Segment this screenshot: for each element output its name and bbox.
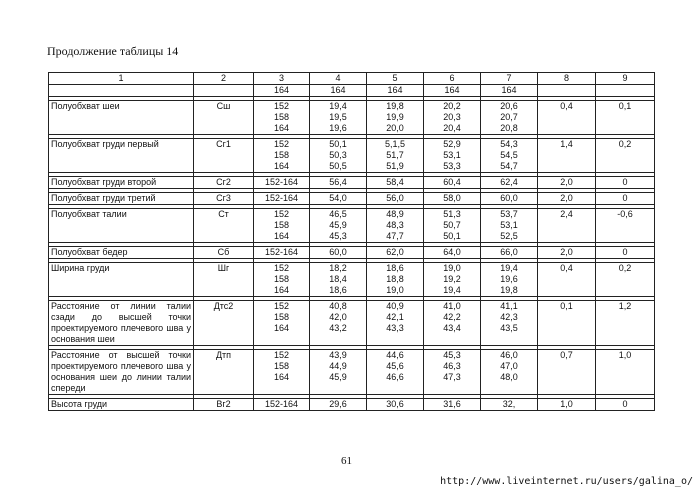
subheader-cell: 164 <box>367 85 424 97</box>
table-row <box>49 209 655 243</box>
height-group <box>254 177 310 189</box>
col4-value: 50,5 <box>329 161 347 171</box>
col5-value: 46,6 <box>386 372 404 382</box>
col4-value: 19,4 <box>329 101 347 111</box>
col6-value: 53,1 <box>443 150 461 160</box>
measurement-name: Расстояние от высшей точки проектируемого плечевого шва у основания шеи до линии талии спереди <box>49 350 194 395</box>
col6 <box>424 350 481 395</box>
col7 <box>481 263 538 297</box>
col4-value: 42,0 <box>329 312 347 322</box>
col6 <box>424 193 481 205</box>
measurement-name: Высота груди <box>49 399 194 411</box>
col4-value: 43,2 <box>329 323 347 333</box>
height-group <box>254 193 310 205</box>
header-cell: 9 <box>596 73 655 85</box>
col4 <box>310 177 367 189</box>
subheader-cell: 164 <box>310 85 367 97</box>
col8-value: 2,4 <box>538 209 596 243</box>
col8-value: 2,0 <box>538 247 596 259</box>
height-group-value: 158 <box>273 361 290 371</box>
table-row <box>49 101 655 135</box>
col6 <box>424 177 481 189</box>
height-group-value: 164 <box>273 161 290 171</box>
height-group-value: 164 <box>273 285 290 295</box>
col7-value: 53,1 <box>500 220 518 230</box>
header-cell: 2 <box>194 73 254 85</box>
measurement-symbol: Сг2 <box>194 177 254 189</box>
col6-value: 51,3 <box>443 209 461 219</box>
height-group <box>254 101 310 135</box>
height-group-value: 158 <box>273 312 290 322</box>
col5 <box>367 101 424 135</box>
measurement-name: Полуобхват груди третий <box>49 193 194 205</box>
table-row <box>49 193 655 205</box>
col5-value: 19,8 <box>386 101 404 111</box>
col7-value: 54,3 <box>500 139 518 149</box>
measurement-name: Полуобхват талии <box>49 209 194 243</box>
col5-value: 48,3 <box>386 220 404 230</box>
col4-value: 29,6 <box>329 399 347 409</box>
col4-value: 44,9 <box>329 361 347 371</box>
col7-value: 43,5 <box>500 323 518 333</box>
measurement-symbol: Сш <box>194 101 254 135</box>
subheader-cell: 164 <box>424 85 481 97</box>
height-group-value: 152 <box>273 139 290 149</box>
measurement-symbol: Дтс2 <box>194 301 254 346</box>
height-group <box>254 263 310 297</box>
col4 <box>310 350 367 395</box>
col4 <box>310 209 367 243</box>
table-caption: Продолжение таблицы 14 <box>47 44 179 58</box>
col6-value: 19,2 <box>443 274 461 284</box>
measurement-name: Расстояние от линии талии сзади до высшей точки проектируемого плечевого шва у основания шеи <box>49 301 194 346</box>
col5-value: 62,0 <box>386 247 404 257</box>
height-group <box>254 209 310 243</box>
col9-value: -0,6 <box>596 209 655 243</box>
col5-value: 5,1,5 <box>384 139 406 149</box>
measurement-symbol: Ст <box>194 209 254 243</box>
col6-value: 20,4 <box>443 123 461 133</box>
col7-value: 47,0 <box>500 361 518 371</box>
measurement-symbol: Вг2 <box>194 399 254 411</box>
col7 <box>481 193 538 205</box>
col5-value: 18,6 <box>386 263 404 273</box>
col4-value: 19,5 <box>329 112 347 122</box>
col5 <box>367 177 424 189</box>
col6-value: 50,1 <box>443 231 461 241</box>
col9-value: 0 <box>596 399 655 411</box>
col8-value: 2,0 <box>538 177 596 189</box>
col8-value: 1,0 <box>538 399 596 411</box>
col7 <box>481 350 538 395</box>
col4-value: 46,5 <box>329 209 347 219</box>
col7 <box>481 301 538 346</box>
col7-value: 32, <box>502 399 516 409</box>
col6-value: 31,6 <box>443 399 461 409</box>
col7-value: 66,0 <box>500 247 518 257</box>
col6-value: 52,9 <box>443 139 461 149</box>
col7 <box>481 177 538 189</box>
col5-value: 40,9 <box>386 301 404 311</box>
col9-value: 0 <box>596 177 655 189</box>
header-cell: 5 <box>367 73 424 85</box>
height-group-value: 164 <box>273 372 290 382</box>
col5-value: 51,7 <box>386 150 404 160</box>
col6 <box>424 399 481 411</box>
height-group-value: 158 <box>273 150 290 160</box>
height-group <box>254 247 310 259</box>
col5-value: 20,0 <box>386 123 404 133</box>
col7-value: 52,5 <box>500 231 518 241</box>
col4 <box>310 247 367 259</box>
col6 <box>424 263 481 297</box>
col7 <box>481 139 538 173</box>
col4 <box>310 139 367 173</box>
col7-value: 46,0 <box>500 350 518 360</box>
page-number: 61 <box>341 455 352 467</box>
height-group-value: 152 <box>273 209 290 219</box>
col6-value: 20,3 <box>443 112 461 122</box>
table-row <box>49 177 655 189</box>
col5-value: 56,0 <box>386 193 404 203</box>
col7-value: 53,7 <box>500 209 518 219</box>
height-group-value: 152-164 <box>264 177 299 187</box>
col6-value: 43,4 <box>443 323 461 333</box>
measurement-name: Полуобхват бедер <box>49 247 194 259</box>
subheader-cell: 164 <box>481 85 538 97</box>
empty-cell <box>49 85 194 97</box>
header-cell: 8 <box>538 73 596 85</box>
col5 <box>367 209 424 243</box>
col4 <box>310 263 367 297</box>
measurement-symbol: Сб <box>194 247 254 259</box>
empty-cell <box>538 85 596 97</box>
col7 <box>481 247 538 259</box>
col9-value: 0 <box>596 193 655 205</box>
table-row <box>49 350 655 395</box>
height-group-value: 152 <box>273 301 290 311</box>
col9-value: 0 <box>596 247 655 259</box>
col9-value: 0,2 <box>596 263 655 297</box>
col4-value: 40,8 <box>329 301 347 311</box>
table-row <box>49 301 655 346</box>
col8-value: 0,4 <box>538 101 596 135</box>
height-group-value: 164 <box>273 123 290 133</box>
col6-value: 64,0 <box>443 247 461 257</box>
col5-value: 47,7 <box>386 231 404 241</box>
col7-value: 19,6 <box>500 274 518 284</box>
col7-value: 60,0 <box>500 193 518 203</box>
col4-value: 18,2 <box>329 263 347 273</box>
col4-value: 60,0 <box>329 247 347 257</box>
col5 <box>367 139 424 173</box>
col5-value: 51,9 <box>386 161 404 171</box>
col4-value: 19,6 <box>329 123 347 133</box>
header-cell: 1 <box>49 73 194 85</box>
col6 <box>424 301 481 346</box>
col7-value: 42,3 <box>500 312 518 322</box>
col5-value: 19,9 <box>386 112 404 122</box>
col7-value: 41,1 <box>500 301 518 311</box>
col5-value: 19,0 <box>386 285 404 295</box>
height-group-value: 164 <box>273 231 290 241</box>
col4 <box>310 399 367 411</box>
header-cell: 4 <box>310 73 367 85</box>
col6-value: 46,3 <box>443 361 461 371</box>
col7 <box>481 101 538 135</box>
header-cell: 6 <box>424 73 481 85</box>
height-group-value: 158 <box>273 274 290 284</box>
height-group <box>254 139 310 173</box>
col7 <box>481 209 538 243</box>
measurement-name: Ширина груди <box>49 263 194 297</box>
col6-value: 50,7 <box>443 220 461 230</box>
col4-value: 50,3 <box>329 150 347 160</box>
header-row <box>49 73 655 85</box>
header-cell: 7 <box>481 73 538 85</box>
col5-value: 43,3 <box>386 323 404 333</box>
measurement-symbol: Сг1 <box>194 139 254 173</box>
height-group-value: 152-164 <box>264 193 299 203</box>
col5-value: 48,9 <box>386 209 404 219</box>
measurement-name: Полуобхват шеи <box>49 101 194 135</box>
col4-value: 18,6 <box>329 285 347 295</box>
height-group-value: 152 <box>273 350 290 360</box>
col7-value: 19,8 <box>500 285 518 295</box>
height-group <box>254 301 310 346</box>
col5 <box>367 350 424 395</box>
col6-value: 41,0 <box>443 301 461 311</box>
col6-value: 19,0 <box>443 263 461 273</box>
col4 <box>310 301 367 346</box>
col6 <box>424 247 481 259</box>
col5-value: 42,1 <box>386 312 404 322</box>
col5-value: 18,8 <box>386 274 404 284</box>
col9-value: 1,0 <box>596 350 655 395</box>
col6-value: 42,2 <box>443 312 461 322</box>
table-row <box>49 263 655 297</box>
table-row <box>49 139 655 173</box>
col7-value: 20,7 <box>500 112 518 122</box>
col6-value: 20,2 <box>443 101 461 111</box>
col6-value: 45,3 <box>443 350 461 360</box>
col6-value: 60,4 <box>443 177 461 187</box>
col6-value: 47,3 <box>443 372 461 382</box>
col9-value: 0,1 <box>596 101 655 135</box>
measurement-symbol: Сг3 <box>194 193 254 205</box>
col8-value: 0,4 <box>538 263 596 297</box>
measurements-table <box>48 72 655 411</box>
height-group <box>254 399 310 411</box>
col4-value: 43,9 <box>329 350 347 360</box>
col5-value: 45,6 <box>386 361 404 371</box>
col6-value: 53,3 <box>443 161 461 171</box>
col6 <box>424 101 481 135</box>
col7-value: 20,8 <box>500 123 518 133</box>
col5 <box>367 399 424 411</box>
col7-value: 54,5 <box>500 150 518 160</box>
height-group-value: 158 <box>273 220 290 230</box>
table-row <box>49 247 655 259</box>
col7-value: 48,0 <box>500 372 518 382</box>
col6-value: 19,4 <box>443 285 461 295</box>
col5-value: 58,4 <box>386 177 404 187</box>
height-group-value: 158 <box>273 112 290 122</box>
col5-value: 44,6 <box>386 350 404 360</box>
col7-value: 62,4 <box>500 177 518 187</box>
height-group-value: 164 <box>273 323 290 333</box>
col8-value: 1,4 <box>538 139 596 173</box>
col7-value: 19,4 <box>500 263 518 273</box>
col5 <box>367 247 424 259</box>
col4-value: 50,1 <box>329 139 347 149</box>
measurement-symbol: Шг <box>194 263 254 297</box>
col4-value: 45,9 <box>329 220 347 230</box>
header-cell: 3 <box>254 73 310 85</box>
col6 <box>424 209 481 243</box>
col4-value: 18,4 <box>329 274 347 284</box>
col9-value: 0,2 <box>596 139 655 173</box>
col8-value: 0,7 <box>538 350 596 395</box>
col7 <box>481 399 538 411</box>
col5-value: 30,6 <box>386 399 404 409</box>
empty-cell <box>596 85 655 97</box>
col7-value: 20,6 <box>500 101 518 111</box>
height-group <box>254 350 310 395</box>
col4-value: 56,4 <box>329 177 347 187</box>
col6 <box>424 139 481 173</box>
height-group-value: 152-164 <box>264 399 299 409</box>
table-row <box>49 399 655 411</box>
col8-value: 0,1 <box>538 301 596 346</box>
col9-value: 1,2 <box>596 301 655 346</box>
col5 <box>367 263 424 297</box>
height-group-value: 152-164 <box>264 247 299 257</box>
source-url: http://www.liveinternet.ru/users/galina_o/ <box>440 476 693 487</box>
col4 <box>310 193 367 205</box>
subheader-row <box>49 85 655 97</box>
col4-value: 45,3 <box>329 231 347 241</box>
col5 <box>367 193 424 205</box>
measurement-name: Полуобхват груди первый <box>49 139 194 173</box>
subheader-cell: 164 <box>254 85 310 97</box>
col5 <box>367 301 424 346</box>
height-group-value: 152 <box>273 263 290 273</box>
col6-value: 58,0 <box>443 193 461 203</box>
col4 <box>310 101 367 135</box>
measurement-symbol: Дтп <box>194 350 254 395</box>
col4-value: 45,9 <box>329 372 347 382</box>
height-group-value: 152 <box>273 101 290 111</box>
col4-value: 54,0 <box>329 193 347 203</box>
measurement-name: Полуобхват груди второй <box>49 177 194 189</box>
col8-value: 2,0 <box>538 193 596 205</box>
empty-cell <box>194 85 254 97</box>
col7-value: 54,7 <box>500 161 518 171</box>
